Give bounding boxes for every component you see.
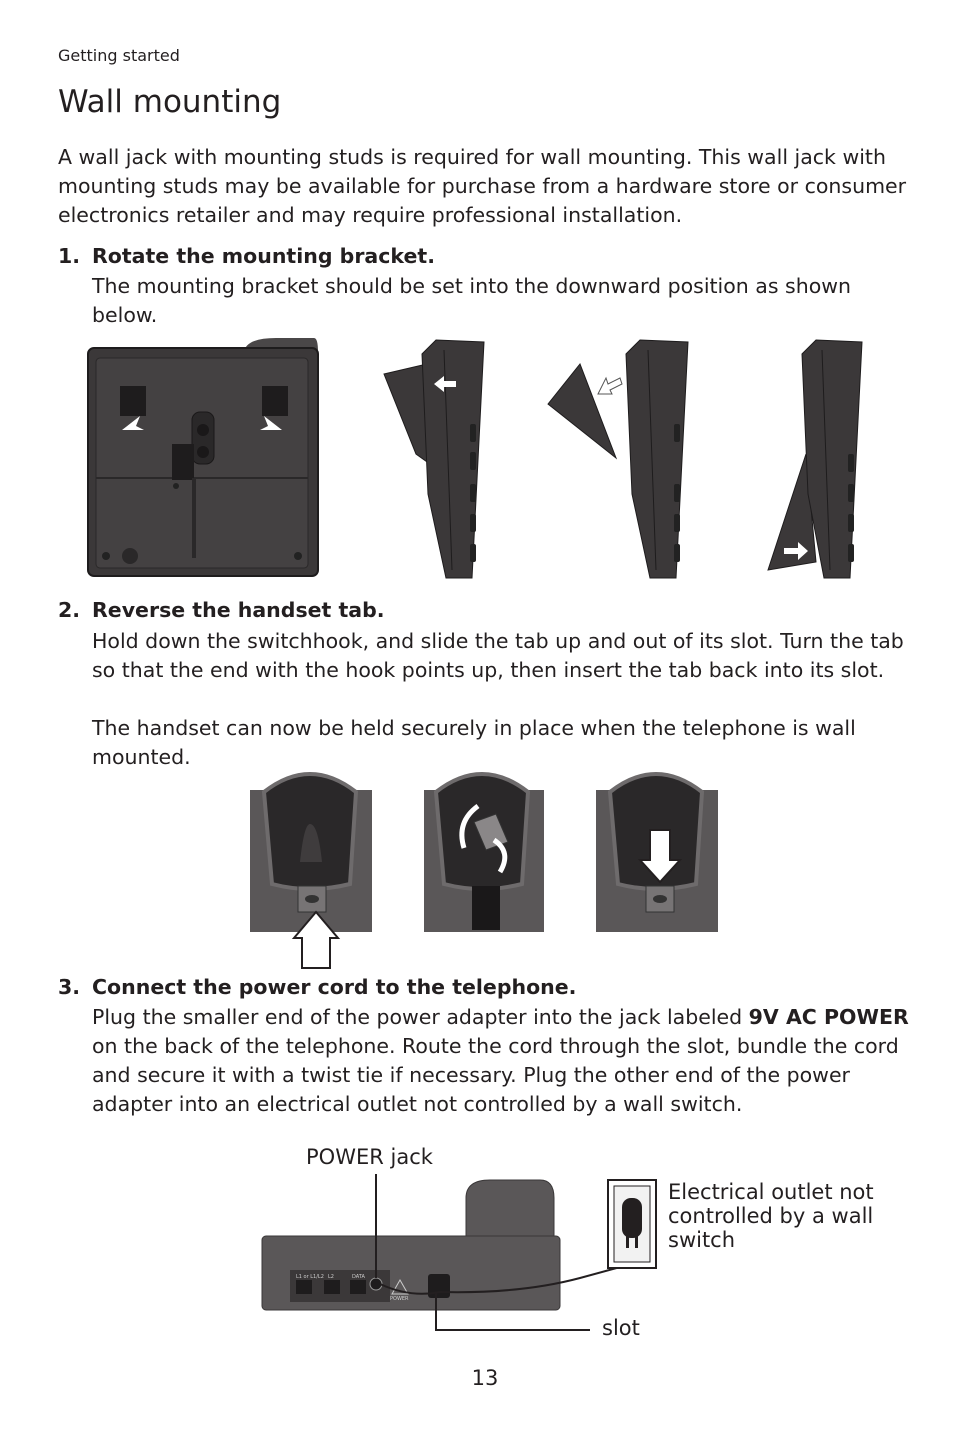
electrical-outlet-image (608, 1180, 656, 1268)
step-2-number: 2. (58, 598, 81, 622)
phone-back-image (262, 1180, 560, 1310)
step-3-body (92, 1003, 912, 1119)
phone-side-view-3-image (768, 340, 862, 578)
figure-handset-tab (250, 762, 720, 968)
step-3-body-bold: 9V AC POWER (748, 1005, 909, 1029)
figure-mounting-bracket (86, 334, 876, 584)
port-label-data: DATA (352, 1274, 365, 1280)
intro-paragraph: A wall jack with mounting studs is required for wall mounting. This wall jack with mounting studs may be available for purchase from a hardware store or consumer electronics retailer and may require professional installation. (58, 145, 907, 227)
power-port-label: POWER (390, 1296, 409, 1302)
slot-label: slot (602, 1316, 640, 1340)
step-2-body-1: Hold down the switchhook, and slide the tab up and out of its slot. Turn the tab so that the end with the hook points up, then insert the tab back into its slot. (92, 629, 904, 682)
handset-cradle-2-image (424, 774, 544, 932)
handset-cradle-1-image (250, 774, 372, 968)
power-jack-label: POWER jack (306, 1145, 433, 1169)
phone-side-view-2-image (548, 340, 688, 578)
step-3-heading: Connect the power cord to the telephone. (92, 975, 577, 999)
step-2-heading: Reverse the handset tab. (92, 598, 385, 622)
step-3-body-text-2: on the back of the telephone. Route the cord through the slot, bundle the cord and secure it with a twist tie if necessary. Plug the other end of the power adapter into an electrical outlet not controlled by a wall switch. (92, 1034, 899, 1116)
step-3-body-text-1: Plug the smaller end of the power adapter into the jack labeled (92, 1005, 749, 1029)
figure-power-connection (260, 1174, 660, 1334)
port-label-l2: L2 (328, 1274, 334, 1280)
section-label: Getting started (58, 46, 180, 65)
outlet-label-line-3: switch (668, 1228, 736, 1252)
port-label-l1: L1 or L1/L2 (296, 1274, 324, 1280)
outlet-label-line-2: controlled by a wall (668, 1204, 874, 1228)
step-1-body: The mounting bracket should be set into the downward position as shown below. (92, 274, 852, 327)
step-1-heading: Rotate the mounting bracket. (92, 244, 435, 268)
handset-cradle-3-image (596, 774, 718, 932)
outlet-label (668, 1180, 874, 1252)
step-2-body-2: The handset can now be held securely in place when the telephone is wall mounted. (92, 716, 856, 769)
step-1-number: 1. (58, 244, 81, 268)
phone-side-view-1-image (384, 340, 484, 578)
step-3-number: 3. (58, 975, 81, 999)
phone-underside-image (88, 338, 318, 576)
outlet-label-line-1: Electrical outlet not (668, 1180, 874, 1204)
page-title: Wall mounting (58, 84, 282, 120)
page-number: 13 (471, 1366, 499, 1390)
